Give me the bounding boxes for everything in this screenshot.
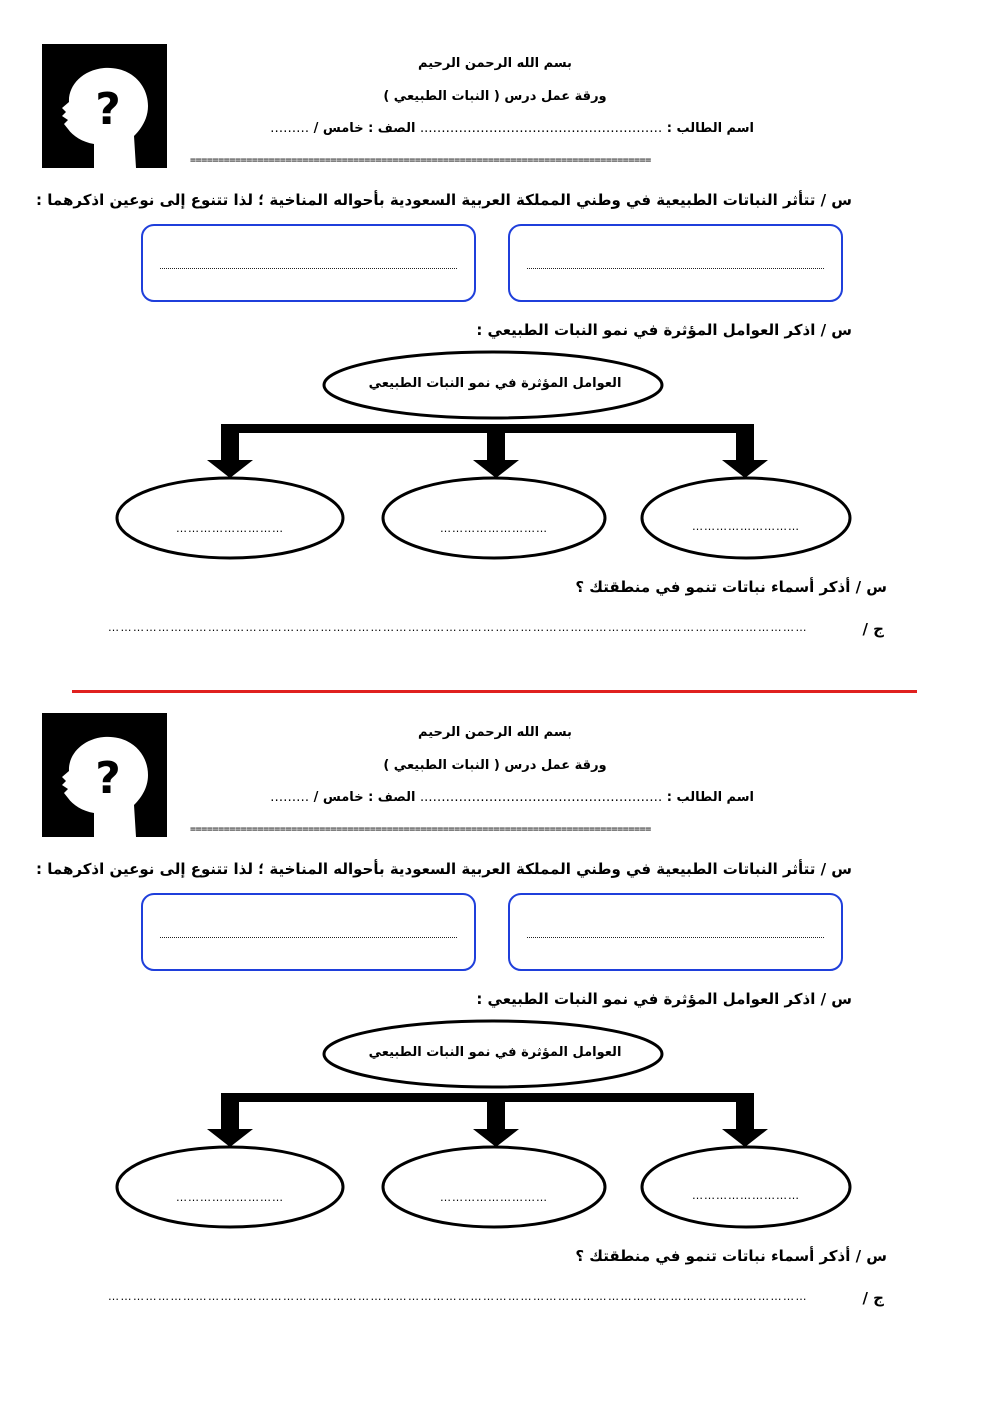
diagram-center-label: العوامل المؤثرة في نمو النبات الطبيعي	[368, 1045, 622, 1060]
factor-slot-middle[interactable]: ………………………	[440, 1191, 548, 1204]
student-name-label: اسم الطالب :	[666, 121, 754, 136]
answer-line	[527, 933, 824, 938]
answer-label: ج /	[862, 620, 884, 638]
connector-bar	[221, 424, 751, 433]
factors-diagram	[0, 340, 992, 570]
answer-line-3[interactable]: ……………………………………………………………………………………………………………………………………………………	[108, 621, 808, 634]
head-question-icon	[42, 44, 167, 168]
answer-label: ج /	[862, 1289, 884, 1307]
question-1: س / تتأثر النباتات الطبيعية في وطني المملكة العربية السعودية بأحواله المناخية ؛ لذا تتنوع إلى نوعين اذكرهما :	[36, 191, 852, 209]
factor-ellipse-left	[117, 1147, 343, 1227]
student-name-label: اسم الطالب :	[666, 790, 754, 805]
grade-field[interactable]: ………	[270, 121, 310, 136]
worksheet-bottom	[0, 669, 992, 1337]
answer-box-left[interactable]	[141, 893, 476, 971]
question-3: س / أذكر أسماء نباتات تنمو في منطقتك ؟	[575, 578, 887, 596]
factor-slot-right[interactable]: ………………………	[692, 520, 800, 533]
factor-ellipse-left	[117, 478, 343, 558]
basmala: بسم الله الرحمن الرحيم	[418, 56, 572, 71]
answer-line-3[interactable]: ……………………………………………………………………………………………………………………………………………………	[108, 1290, 808, 1303]
head-question-icon	[42, 713, 167, 837]
factors-diagram	[0, 1009, 992, 1239]
question-1: س / تتأثر النباتات الطبيعية في وطني المملكة العربية السعودية بأحواله المناخية ؛ لذا تتنوع إلى نوعين اذكرهما :	[36, 860, 852, 878]
student-info-line	[270, 790, 754, 805]
header-separator: ==================================================================================	[190, 155, 651, 166]
basmala: بسم الله الرحمن الرحيم	[418, 725, 572, 740]
worksheet-title: ورقة عمل درس ( النبات الطبيعي )	[383, 89, 607, 104]
svg-text:?: ?	[95, 84, 121, 135]
grade-field[interactable]: ………	[270, 790, 310, 805]
factor-ellipse-right	[642, 478, 850, 558]
factor-slot-middle[interactable]: ………………………	[440, 522, 548, 535]
question-2: س / اذكر العوامل المؤثرة في نمو النبات الطبيعي :	[476, 990, 852, 1008]
grade-label: الصف : خامس /	[313, 790, 416, 805]
factor-ellipse-middle	[383, 1147, 605, 1227]
answer-box-right[interactable]	[508, 224, 843, 302]
student-name-field[interactable]: ………………………………………………..	[419, 121, 663, 136]
answer-line	[160, 933, 457, 938]
answer-box-left[interactable]	[141, 224, 476, 302]
question-2: س / اذكر العوامل المؤثرة في نمو النبات الطبيعي :	[476, 321, 852, 339]
question-3: س / أذكر أسماء نباتات تنمو في منطقتك ؟	[575, 1247, 887, 1265]
student-info-line	[270, 121, 754, 136]
factor-slot-right[interactable]: ………………………	[692, 1189, 800, 1202]
worksheet-top	[0, 0, 992, 668]
header-separator: ==================================================================================	[190, 824, 651, 835]
grade-label: الصف : خامس /	[313, 121, 416, 136]
connector-bar	[221, 1093, 751, 1102]
factor-slot-left[interactable]: ………………………	[176, 1191, 284, 1204]
factor-ellipse-middle	[383, 478, 605, 558]
answer-box-right[interactable]	[508, 893, 843, 971]
factor-ellipse-right	[642, 1147, 850, 1227]
diagram-center-label: العوامل المؤثرة في نمو النبات الطبيعي	[368, 376, 622, 391]
factor-slot-left[interactable]: ………………………	[176, 522, 284, 535]
svg-text:?: ?	[95, 753, 121, 804]
answer-line	[160, 264, 457, 269]
worksheet-title: ورقة عمل درس ( النبات الطبيعي )	[383, 758, 607, 773]
answer-line	[527, 264, 824, 269]
student-name-field[interactable]: ………………………………………………..	[419, 790, 663, 805]
